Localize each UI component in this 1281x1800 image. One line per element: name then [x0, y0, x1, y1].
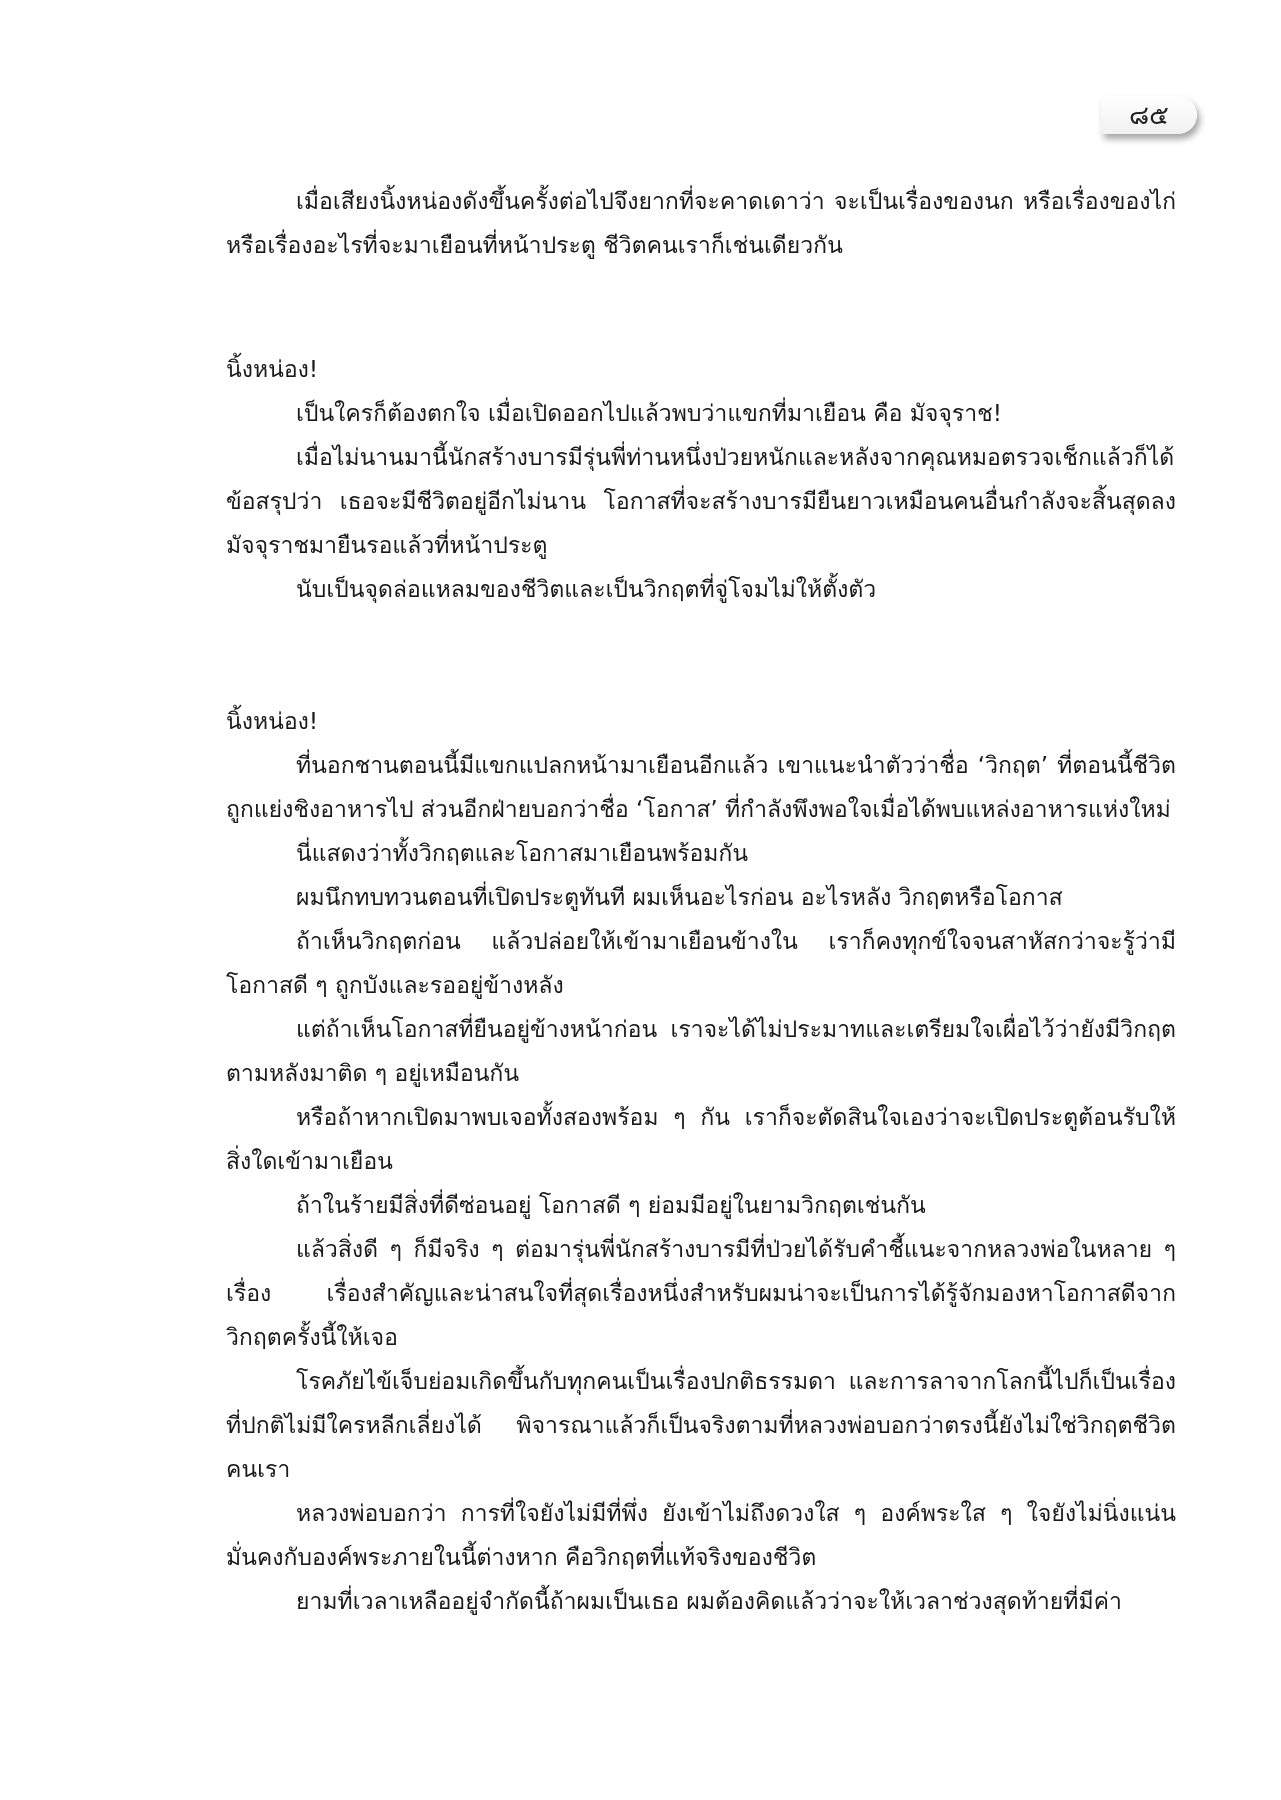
paragraph: แล้วสิ่งดี ๆ ก็มีจริง ๆ ต่อมารุ่นพี่นักสร้างบารมีที่ป่วยได้รับคำชี้แนะจากหลวงพ่อในหลาย ๆ เรื่อง เรื่องสำคัญและน่าสนใจที่สุดเรื่องหนึ่งสำหรับผมน่าจะเป็นการได้รู้จักมองหาโอกาสดีจากวิกฤตครั้งนี้ให้เจอ: [226, 1237, 1176, 1351]
paragraph: หลวงพ่อบอกว่า การที่ใจยังไม่มีที่พึ่ง ยังเข้าไม่ถึงดวงใส ๆ องค์พระใส ๆ ใจยังไม่นิ่งแน่นมั่นคงกับองค์พระภายในนี้ต่างหาก คือวิกฤตที่แท้จริงของชีวิต: [226, 1501, 1176, 1571]
document-body: [226, 180, 1176, 1624]
paragraph: หรือถ้าหากเปิดมาพบเจอทั้งสองพร้อม ๆ กัน เราก็จะตัดสินใจเองว่าจะเปิดประตูต้อนรับให้สิ่งใดเข้ามาเยือน: [226, 1105, 1176, 1175]
paragraph: นี่แสดงว่าทั้งวิกฤตและโอกาสมาเยือนพร้อมกัน: [296, 841, 749, 867]
section-intro: [226, 180, 1176, 268]
paragraph: เมื่อไม่นานมานี้นักสร้างบารมีรุ่นพี่ท่านหนึ่งป่วยหนักและหลังจากคุณหมอตรวจเช็กแล้วก็ได้ข้อสรุปว่า เธอจะมีชีวิตอยู่อีกไม่นาน โอกาสที่จะสร้างบารมียืนยาวเหมือนคนอื่นกำลังจะสิ้นสุดลง มัจจุราชมายืนรอแล้วที่หน้าประตู: [226, 445, 1176, 559]
paragraph: แต่ถ้าเห็นโอกาสที่ยืนอยู่ข้างหน้าก่อน เราจะได้ไม่ประมาทและเตรียมใจเผื่อไว้ว่ายังมีวิกฤตตามหลังมาติด ๆ อยู่เหมือนกัน: [226, 1017, 1176, 1087]
section-crisis-opportunity: [226, 700, 1176, 1624]
paragraph: เป็นใครก็ต้องตกใจ เมื่อเปิดออกไปแล้วพบว่าแขกที่มาเยือน คือ มัจจุราช!: [296, 401, 1002, 427]
paragraph: ยามที่เวลาเหลืออยู่จำกัดนี้ถ้าผมเป็นเธอ ผมต้องคิดแล้วว่าจะให้เวลาช่วงสุดท้ายที่มีค่า: [296, 1589, 1122, 1615]
paragraph: ถ้าในร้ายมีสิ่งที่ดีซ่อนอยู่ โอกาสดี ๆ ย่อมมีอยู่ในยามวิกฤตเช่นกัน: [296, 1193, 926, 1219]
paragraph: เมื่อเสียงนิ้งหน่องดังขึ้นครั้งต่อไปจึงยากที่จะคาดเดาว่า จะเป็นเรื่องของนก หรือเรื่องของไก่ หรือเรื่องอะไรที่จะมาเยือนที่หน้าประตู ชีวิตคนเราก็เช่นเดียวกัน: [226, 189, 1176, 259]
section-death: [226, 348, 1176, 612]
paragraph: ที่นอกชานตอนนี้มีแขกแปลกหน้ามาเยือนอีกแล้ว เขาแนะนำตัวว่าชื่อ ‘วิกฤต’ ที่ตอนนี้ชีวิตถูกแย่งชิงอาหารไป ส่วนอีกฝ่ายบอกว่าชื่อ ‘โอกาส’ ที่กำลังพึงพอใจเมื่อได้พบแหล่งอาหารแห่งใหม่: [226, 753, 1176, 823]
section-heading: นิ้งหน่อง!: [226, 357, 319, 383]
page-number: ๘๕: [1101, 96, 1197, 134]
paragraph: โรคภัยไข้เจ็บย่อมเกิดขึ้นกับทุกคนเป็นเรื่องปกติธรรมดา และการลาจากโลกนี้ไปก็เป็นเรื่องที่ปกติไม่มีใครหลีกเลี่ยงได้ พิจารณาแล้วก็เป็นจริงตามที่หลวงพ่อบอกว่าตรงนี้ยังไม่ใช่วิกฤตชีวิตคนเรา: [226, 1369, 1176, 1483]
paragraph: ถ้าเห็นวิกฤตก่อน แล้วปล่อยให้เข้ามาเยือนข้างใน เราก็คงทุกข์ใจจนสาหัสกว่าจะรู้ว่ามีโอกาสดี ๆ ถูกบังและรออยู่ข้างหลัง: [226, 929, 1176, 999]
paragraph: นับเป็นจุดล่อแหลมของชีวิตและเป็นวิกฤตที่จู่โจมไม่ให้ตั้งตัว: [296, 577, 877, 603]
section-heading: นิ้งหน่อง!: [226, 709, 319, 735]
paragraph: ผมนึกทบทวนตอนที่เปิดประตูทันที ผมเห็นอะไรก่อน อะไรหลัง วิกฤตหรือโอกาส: [296, 885, 1063, 911]
